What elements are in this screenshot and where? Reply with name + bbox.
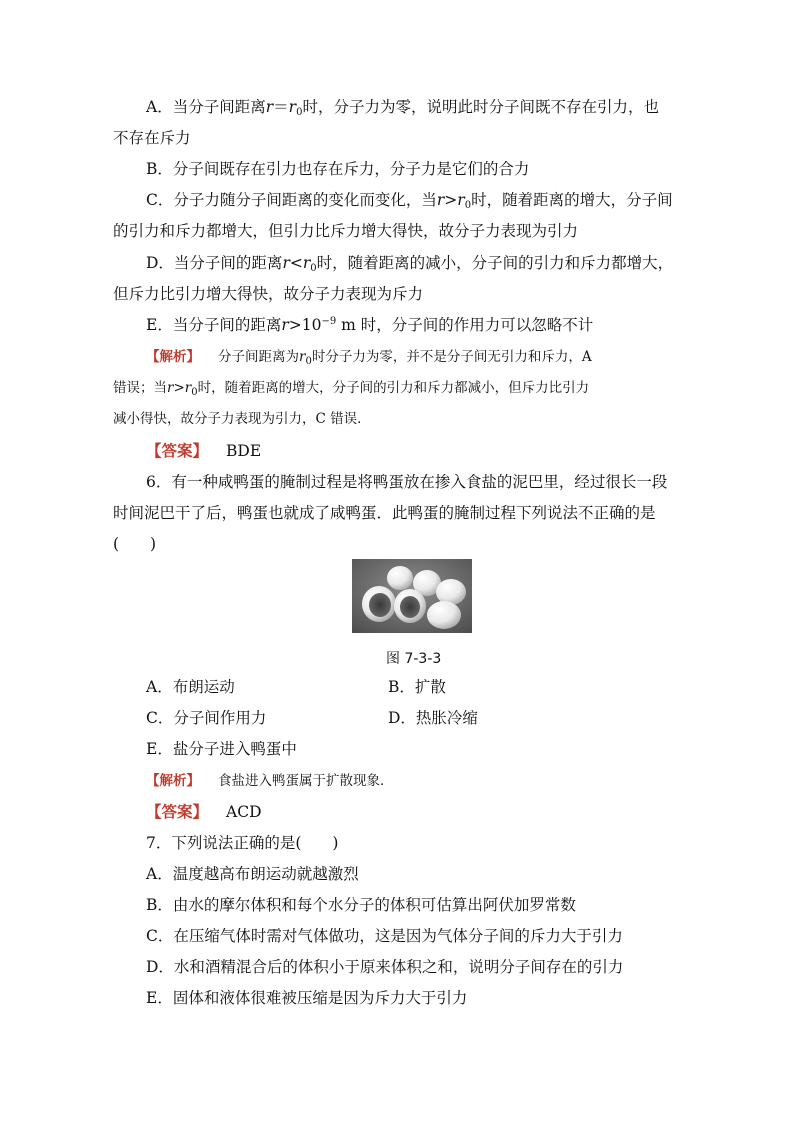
q6-answer: 【答案】 ACD	[146, 802, 262, 821]
figure-caption: 图 7-3-3	[386, 651, 442, 667]
q5-option-e: E．当分子间的距离$r>10^{-9}$ m 时，分子间的作用力可以忽略不计	[146, 316, 594, 334]
q5-explanation-line3: 减小得快，故分子力表现为引力，C 错误．	[113, 411, 371, 427]
q7-option-b: B．由水的摩尔体积和每个水分子的体积可估算出阿伏加罗常数	[146, 896, 576, 914]
q7-stem: 7．下列说法正确的是( )	[146, 834, 339, 852]
answer-tag: 【答案】	[146, 441, 209, 460]
q5-option-b: B．分子间既存在引力也存在斥力，分子力是它们的合力	[146, 160, 530, 178]
q6-option-c: C．分子间作用力	[146, 709, 267, 727]
q5-explanation-line1: 【解析】 分子间距离为$r_0$时分子力为零，并不是分子间无引力和斥力，A	[146, 349, 592, 367]
q6-stem-line1: 6．有一种咸鸭蛋的腌制过程是将鸭蛋放在掺入食盐的泥巴里，经过很长一段	[146, 473, 668, 491]
explanation-tag: 【解析】	[146, 773, 200, 789]
q7-option-a: A．温度越高布朗运动就越激烈	[146, 865, 359, 883]
q6-answer-blank: ( )	[113, 535, 157, 553]
q5-answer: 【答案】 BDE	[146, 441, 262, 460]
q7-option-c: C．在压缩气体时需对气体做功，这是因为气体分子间的斥力大于引力	[146, 927, 623, 945]
q5-option-d-line2: 但斥力比引力增大得快，故分子力表现为斥力	[113, 285, 424, 303]
answer-tag: 【答案】	[146, 802, 209, 821]
q5-option-c-line2: 的引力和斥力都增大，但引力比斥力增大得快，故分子力表现为引力	[113, 222, 579, 240]
q5-explanation-line2: 错误；当$r>r_0$时，随着距离的增大，分子间的引力和斥力都减小，但斥力比引力	[113, 380, 590, 398]
q7-option-e: E．固体和液体很难被压缩是因为斥力大于引力	[146, 989, 468, 1007]
q6-explanation: 【解析】 食盐进入鸭蛋属于扩散现象．	[146, 773, 394, 789]
explanation-tag: 【解析】	[146, 349, 200, 365]
q7-option-d: D．水和酒精混合后的体积小于原来体积之和，说明分子间存在的引力	[146, 958, 624, 976]
q5-option-c-line1: C．分子力随分子间距离的变化而变化，当$r>r_0$时，随着距离的增大，分子间	[146, 191, 673, 211]
q5-option-a-line2: 不存在斥力	[113, 129, 191, 147]
salted-duck-eggs-photo	[352, 559, 472, 633]
q6-stem-line2: 时间泥巴干了后，鸭蛋也就成了咸鸭蛋．此鸭蛋的腌制过程下列说法不正确的是	[113, 504, 656, 522]
q6-option-a: A．布朗运动	[146, 678, 235, 696]
q5-option-d-line1: D．当分子间的距离$r<r_0$时，随着距离的减小，分子间的引力和斥力都增大，	[146, 254, 674, 274]
q6-option-d: D．热胀冷缩	[388, 709, 478, 727]
q5-option-a-line1: A．当分子间距离$r=r_0$时，分子力为零，说明此时分子间既不存在引力，也	[146, 98, 659, 118]
q6-option-b: B．扩散	[388, 678, 446, 696]
q6-option-e: E．盐分子进入鸭蛋中	[146, 740, 297, 758]
